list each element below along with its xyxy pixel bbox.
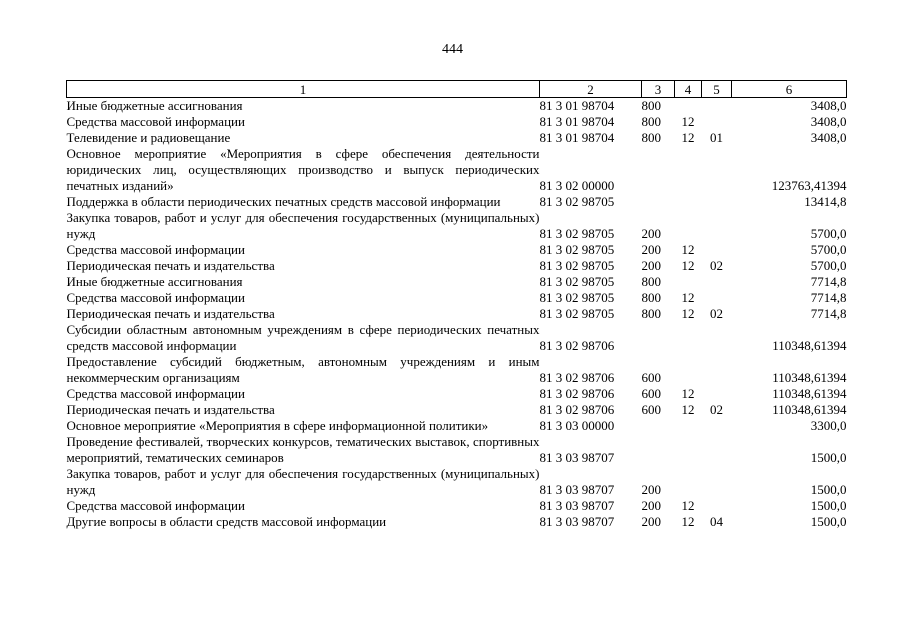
row-subsection-cell — [702, 322, 732, 354]
row-group-cell: 200 — [641, 514, 661, 529]
row-code-cell: 81 3 02 98705 — [539, 290, 615, 305]
row-section-cell: 12 — [681, 402, 695, 417]
row-group-cell: 200 — [641, 498, 661, 513]
row-amount-cell: 7714,8 — [810, 274, 847, 289]
row-section-cell: 12 — [681, 498, 695, 513]
row-subsection-cell: 01 — [710, 130, 723, 145]
row-section-cell — [675, 354, 702, 386]
row-group-cell: 600 — [641, 386, 661, 401]
row-name-cell: Другие вопросы в области средств массовой информации — [66, 514, 387, 529]
table-row — [67, 290, 847, 306]
row-code-cell: 81 3 03 98707 — [539, 482, 615, 497]
row-subsection-cell — [702, 466, 732, 498]
row-name-cell: Предоставление субсидий бюджетным, автономным учреждениям и иным некоммерческим организациям — [66, 354, 540, 385]
table-row — [67, 98, 847, 115]
table-header-row — [67, 81, 847, 98]
row-code-cell: 81 3 03 98707 — [539, 498, 615, 513]
table-row — [67, 466, 847, 498]
table-row — [67, 114, 847, 130]
row-name-cell: Иные бюджетные ассигнования — [66, 98, 243, 113]
row-subsection-cell — [702, 498, 732, 514]
row-amount-cell: 1500,0 — [810, 450, 847, 465]
table-row — [67, 242, 847, 258]
row-name-cell: Проведение фестивалей, творческих конкурсов, тематических выставок, спортивных мероприятий, тематических семинаров — [66, 434, 540, 465]
row-section-cell: 12 — [681, 114, 695, 129]
row-name-cell: Субсидии областным автономным учреждениям в сфере периодических печатных средств массовой информации — [66, 322, 540, 353]
table-row — [67, 514, 847, 530]
row-amount-cell: 110348,61394 — [772, 402, 847, 417]
row-section-cell — [675, 322, 702, 354]
row-group-cell — [642, 418, 675, 434]
row-subsection-cell — [702, 274, 732, 290]
row-amount-cell: 1500,0 — [810, 498, 847, 513]
row-amount-cell: 7714,8 — [810, 306, 847, 321]
row-name-cell: Средства массовой информации — [66, 386, 245, 401]
row-amount-cell: 5700,0 — [810, 258, 847, 273]
budget-table — [66, 80, 847, 530]
row-section-cell: 12 — [681, 130, 695, 145]
row-name-cell: Закупка товаров, работ и услуг для обеспечения государственных (муниципальных) нужд — [66, 466, 540, 497]
row-code-cell: 81 3 02 98705 — [539, 258, 615, 273]
row-section-cell — [675, 194, 702, 210]
row-section-cell: 12 — [681, 242, 695, 257]
row-code-cell: 81 3 03 98707 — [539, 450, 615, 465]
row-code-cell: 81 3 02 98705 — [539, 194, 615, 209]
row-subsection-cell — [702, 98, 732, 115]
row-subsection-cell — [702, 386, 732, 402]
row-section-cell — [675, 466, 702, 498]
row-group-cell: 800 — [641, 130, 661, 145]
row-group-cell: 800 — [641, 306, 661, 321]
row-name-cell: Иные бюджетные ассигнования — [66, 274, 243, 289]
row-amount-cell: 3408,0 — [810, 98, 847, 113]
row-subsection-cell — [702, 242, 732, 258]
row-section-cell — [675, 434, 702, 466]
row-subsection-cell: 04 — [710, 514, 723, 529]
row-subsection-cell — [702, 418, 732, 434]
row-group-cell: 200 — [641, 242, 661, 257]
table-row — [67, 418, 847, 434]
row-name-cell: Средства массовой информации — [66, 242, 245, 257]
row-section-cell: 12 — [681, 290, 695, 305]
row-code-cell: 81 3 02 98705 — [539, 226, 615, 241]
row-section-cell — [675, 418, 702, 434]
row-group-cell — [642, 322, 675, 354]
row-amount-cell: 1500,0 — [810, 514, 847, 529]
row-group-cell: 800 — [641, 290, 661, 305]
row-amount-cell: 1500,0 — [810, 482, 847, 497]
row-subsection-cell — [702, 434, 732, 466]
row-section-cell — [675, 98, 702, 115]
column-header: 6 — [732, 81, 847, 98]
row-name-cell: Средства массовой информации — [66, 290, 245, 305]
table-row — [67, 322, 847, 354]
row-section-cell: 12 — [681, 258, 695, 273]
table-row — [67, 434, 847, 466]
row-group-cell: 800 — [641, 98, 661, 113]
row-subsection-cell — [702, 194, 732, 210]
row-subsection-cell — [702, 354, 732, 386]
row-name-cell: Средства массовой информации — [66, 498, 245, 513]
row-group-cell: 200 — [641, 226, 661, 241]
table-row — [67, 146, 847, 194]
row-section-cell: 12 — [681, 386, 695, 401]
row-code-cell: 81 3 03 98707 — [539, 514, 615, 529]
row-amount-cell: 5700,0 — [810, 242, 847, 257]
page-number: 444 — [442, 42, 463, 57]
row-amount-cell: 13414,8 — [804, 194, 847, 209]
row-code-cell: 81 3 02 98705 — [539, 274, 615, 289]
table-row — [67, 306, 847, 322]
column-header: 2 — [540, 81, 642, 98]
row-name-cell: Периодическая печать и издательства — [66, 258, 275, 273]
row-amount-cell: 123763,41394 — [771, 178, 847, 193]
row-name-cell: Периодическая печать и издательства — [66, 402, 275, 417]
row-code-cell: 81 3 02 00000 — [539, 178, 615, 193]
table-row — [67, 498, 847, 514]
row-code-cell: 81 3 02 98706 — [539, 370, 615, 385]
row-code-cell: 81 3 02 98706 — [539, 386, 615, 401]
row-name-cell: Основное мероприятие «Мероприятия в сфере информационной политики» — [66, 418, 489, 433]
row-amount-cell: 110348,61394 — [772, 386, 847, 401]
row-name-cell: Телевидение и радиовещание — [66, 130, 231, 145]
row-amount-cell: 110348,61394 — [772, 370, 847, 385]
row-code-cell: 81 3 01 98704 — [539, 130, 615, 145]
table-row — [67, 274, 847, 290]
row-amount-cell: 3408,0 — [810, 130, 847, 145]
column-header: 1 — [67, 81, 540, 98]
row-name-cell: Основное мероприятие «Мероприятия в сфере обеспечения деятельности юридических лиц, осуществляющих производство и выпуск периодических печатных изданий» — [66, 146, 540, 193]
row-name-cell: Периодическая печать и издательства — [66, 306, 275, 321]
row-amount-cell: 5700,0 — [810, 226, 847, 241]
row-group-cell: 200 — [641, 258, 661, 273]
row-group-cell: 600 — [641, 370, 661, 385]
row-subsection-cell — [702, 290, 732, 306]
row-name-cell: Закупка товаров, работ и услуг для обеспечения государственных (муниципальных) нужд — [66, 210, 540, 241]
row-amount-cell: 3408,0 — [810, 114, 847, 129]
row-amount-cell: 7714,8 — [810, 290, 847, 305]
table-row — [67, 386, 847, 402]
row-group-cell: 800 — [641, 274, 661, 289]
row-group-cell — [642, 146, 675, 194]
row-code-cell: 81 3 02 98706 — [539, 338, 615, 353]
column-header: 3 — [642, 81, 675, 98]
row-group-cell: 600 — [641, 402, 661, 417]
row-code-cell: 81 3 02 98706 — [539, 402, 615, 417]
table-row — [67, 258, 847, 274]
row-group-cell: 200 — [641, 482, 661, 497]
row-subsection-cell: 02 — [710, 402, 723, 417]
table-row — [67, 402, 847, 418]
row-section-cell: 12 — [681, 514, 695, 529]
row-group-cell — [642, 194, 675, 210]
row-amount-cell: 3300,0 — [810, 418, 847, 433]
row-name-cell: Средства массовой информации — [66, 114, 245, 129]
row-code-cell: 81 3 01 98704 — [539, 98, 615, 113]
row-section-cell — [675, 274, 702, 290]
row-group-cell: 800 — [641, 114, 661, 129]
column-header: 5 — [702, 81, 732, 98]
row-code-cell: 81 3 01 98704 — [539, 114, 615, 129]
table-row — [67, 194, 847, 210]
row-subsection-cell — [702, 210, 732, 242]
row-code-cell: 81 3 02 98705 — [539, 306, 615, 321]
row-code-cell: 81 3 03 00000 — [539, 418, 615, 433]
row-subsection-cell: 02 — [710, 306, 723, 321]
table-row — [67, 130, 847, 146]
row-amount-cell: 110348,61394 — [772, 338, 847, 353]
row-section-cell — [675, 210, 702, 242]
row-subsection-cell — [702, 114, 732, 130]
row-section-cell: 12 — [681, 306, 695, 321]
table-row — [67, 210, 847, 242]
table-row — [67, 354, 847, 386]
row-group-cell — [642, 434, 675, 466]
row-name-cell: Поддержка в области периодических печатных средств массовой информации — [66, 194, 501, 209]
row-subsection-cell: 02 — [710, 258, 723, 273]
row-subsection-cell — [702, 146, 732, 194]
row-code-cell: 81 3 02 98705 — [539, 242, 615, 257]
row-section-cell — [675, 146, 702, 194]
column-header: 4 — [675, 81, 702, 98]
